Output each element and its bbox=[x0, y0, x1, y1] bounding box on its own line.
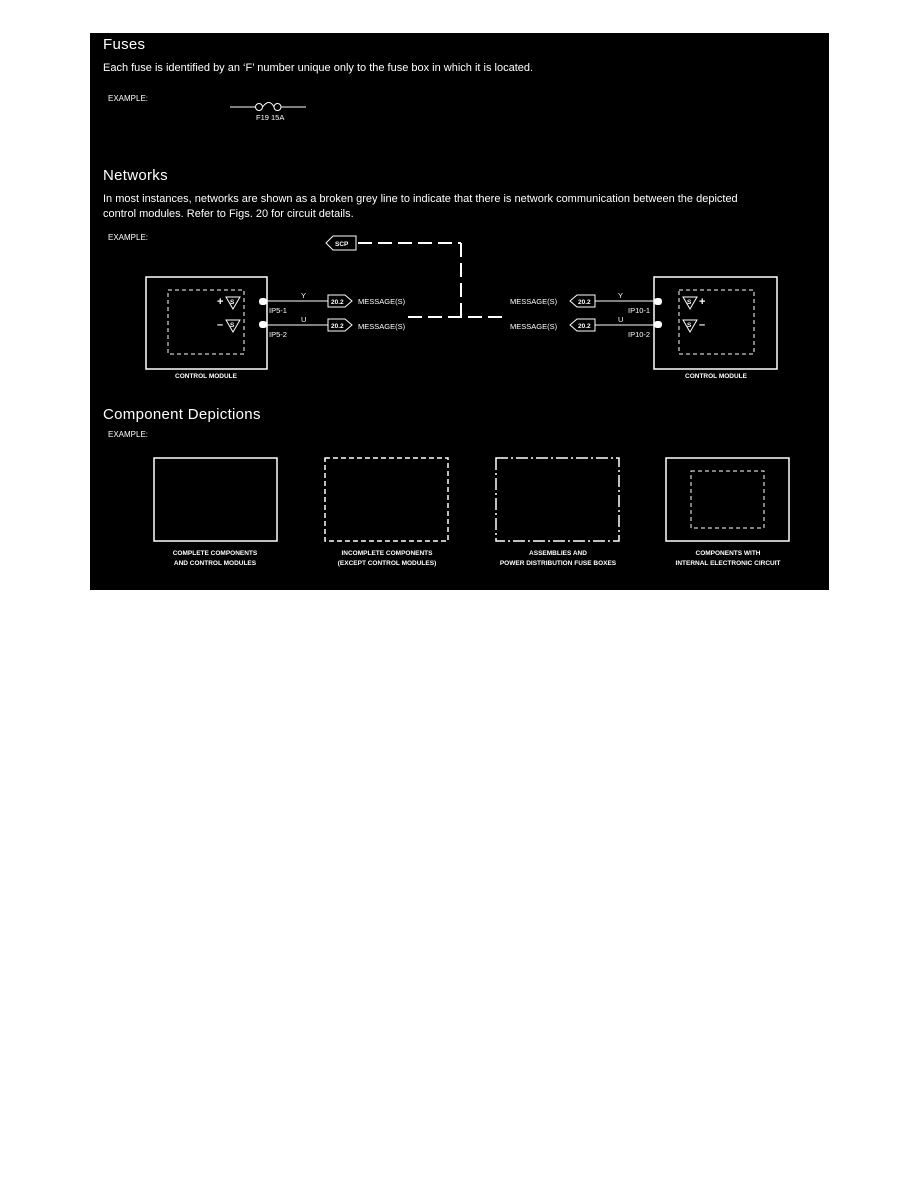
component-caption-2-line1: INCOMPLETE COMPONENTS bbox=[341, 550, 433, 557]
complete-component-box bbox=[154, 458, 277, 541]
component-caption-3-line1: ASSEMBLIES AND bbox=[529, 550, 587, 557]
left-pin1-label: IP5-1 bbox=[269, 306, 287, 315]
right-pin1-label: IP10-1 bbox=[628, 306, 651, 315]
fuse-symbol bbox=[230, 103, 306, 111]
right-plus-symbol: + bbox=[699, 296, 706, 308]
right-ref1-text: 20.2 bbox=[578, 299, 591, 306]
right-ref2-text: 20.2 bbox=[578, 323, 591, 330]
fuses-example-label: EXAMPLE: bbox=[108, 94, 149, 103]
internal-circuit-component-box bbox=[666, 458, 789, 541]
components-example-label: EXAMPLE: bbox=[108, 430, 149, 439]
components-heading: Component Depictions bbox=[103, 406, 261, 423]
right-pin2-label: IP10-2 bbox=[628, 330, 651, 339]
fuses-description: Each fuse is identified by an ‘F’ number unique only to the fuse box in which it is located. bbox=[103, 62, 534, 74]
left-message2: MESSAGE(S) bbox=[358, 322, 406, 331]
fuse-terminal-left bbox=[256, 104, 263, 111]
networks-heading: Networks bbox=[103, 167, 168, 184]
right-pin1-connector bbox=[654, 298, 662, 305]
left-wire2-color: U bbox=[301, 315, 307, 324]
left-minus-symbol: – bbox=[217, 319, 224, 331]
scp-tag-text: SCP bbox=[335, 241, 349, 248]
left-module-outer bbox=[146, 277, 267, 369]
component-caption-1-line1: COMPLETE COMPONENTS bbox=[172, 550, 258, 557]
scp-tag bbox=[326, 236, 356, 250]
fuse-element bbox=[263, 103, 275, 108]
left-ref2-text: 20.2 bbox=[331, 323, 344, 330]
left-pin2-connector bbox=[259, 321, 267, 328]
networks-description-line1: In most instances, networks are shown as a broken grey line to indicate that there is network communication between the depicted bbox=[103, 193, 738, 205]
assembly-box bbox=[496, 458, 619, 541]
left-pin2-label: IP5-2 bbox=[269, 330, 287, 339]
right-module-caption: CONTROL MODULE bbox=[685, 373, 747, 380]
component-caption-3-line2: POWER DISTRIBUTION FUSE BOXES bbox=[499, 560, 617, 567]
right-message1: MESSAGE(S) bbox=[510, 297, 558, 306]
right-wire1-color: Y bbox=[618, 291, 624, 300]
networks-example-label: EXAMPLE: bbox=[108, 233, 149, 242]
left-message1: MESSAGE(S) bbox=[358, 297, 406, 306]
right-badge2-text: S bbox=[687, 322, 692, 329]
fuse-label: F19 15A bbox=[256, 113, 285, 122]
component-caption-4-line2: INTERNAL ELECTRONIC CIRCUIT bbox=[675, 560, 781, 567]
fuses-heading: Fuses bbox=[103, 36, 146, 53]
right-message2: MESSAGE(S) bbox=[510, 322, 558, 331]
left-pin1-connector bbox=[259, 298, 267, 305]
component-caption-4-line1: COMPONENTS WITH bbox=[695, 550, 761, 557]
right-badge1-text: S bbox=[687, 299, 692, 306]
networks-description-line2: control modules. Refer to Figs. 20 for circuit details. bbox=[103, 208, 354, 220]
legend-panel bbox=[90, 33, 829, 590]
fuse-terminal-right bbox=[274, 104, 281, 111]
left-wire1-color: Y bbox=[301, 291, 307, 300]
right-wire2-color: U bbox=[618, 315, 624, 324]
left-module-caption: CONTROL MODULE bbox=[175, 373, 237, 380]
incomplete-component-box bbox=[325, 458, 448, 541]
component-caption-2-line2: (EXCEPT CONTROL MODULES) bbox=[337, 560, 437, 567]
left-badge2-text: S bbox=[230, 322, 235, 329]
left-ref1-text: 20.2 bbox=[331, 299, 344, 306]
left-badge1-text: S bbox=[230, 299, 235, 306]
right-pin2-connector bbox=[654, 321, 662, 328]
left-plus-symbol: + bbox=[217, 296, 224, 308]
right-minus-symbol: – bbox=[699, 319, 706, 331]
diagram-canvas bbox=[90, 33, 829, 590]
component-caption-1-line2: AND CONTROL MODULES bbox=[173, 560, 257, 567]
right-module-outer bbox=[654, 277, 777, 369]
